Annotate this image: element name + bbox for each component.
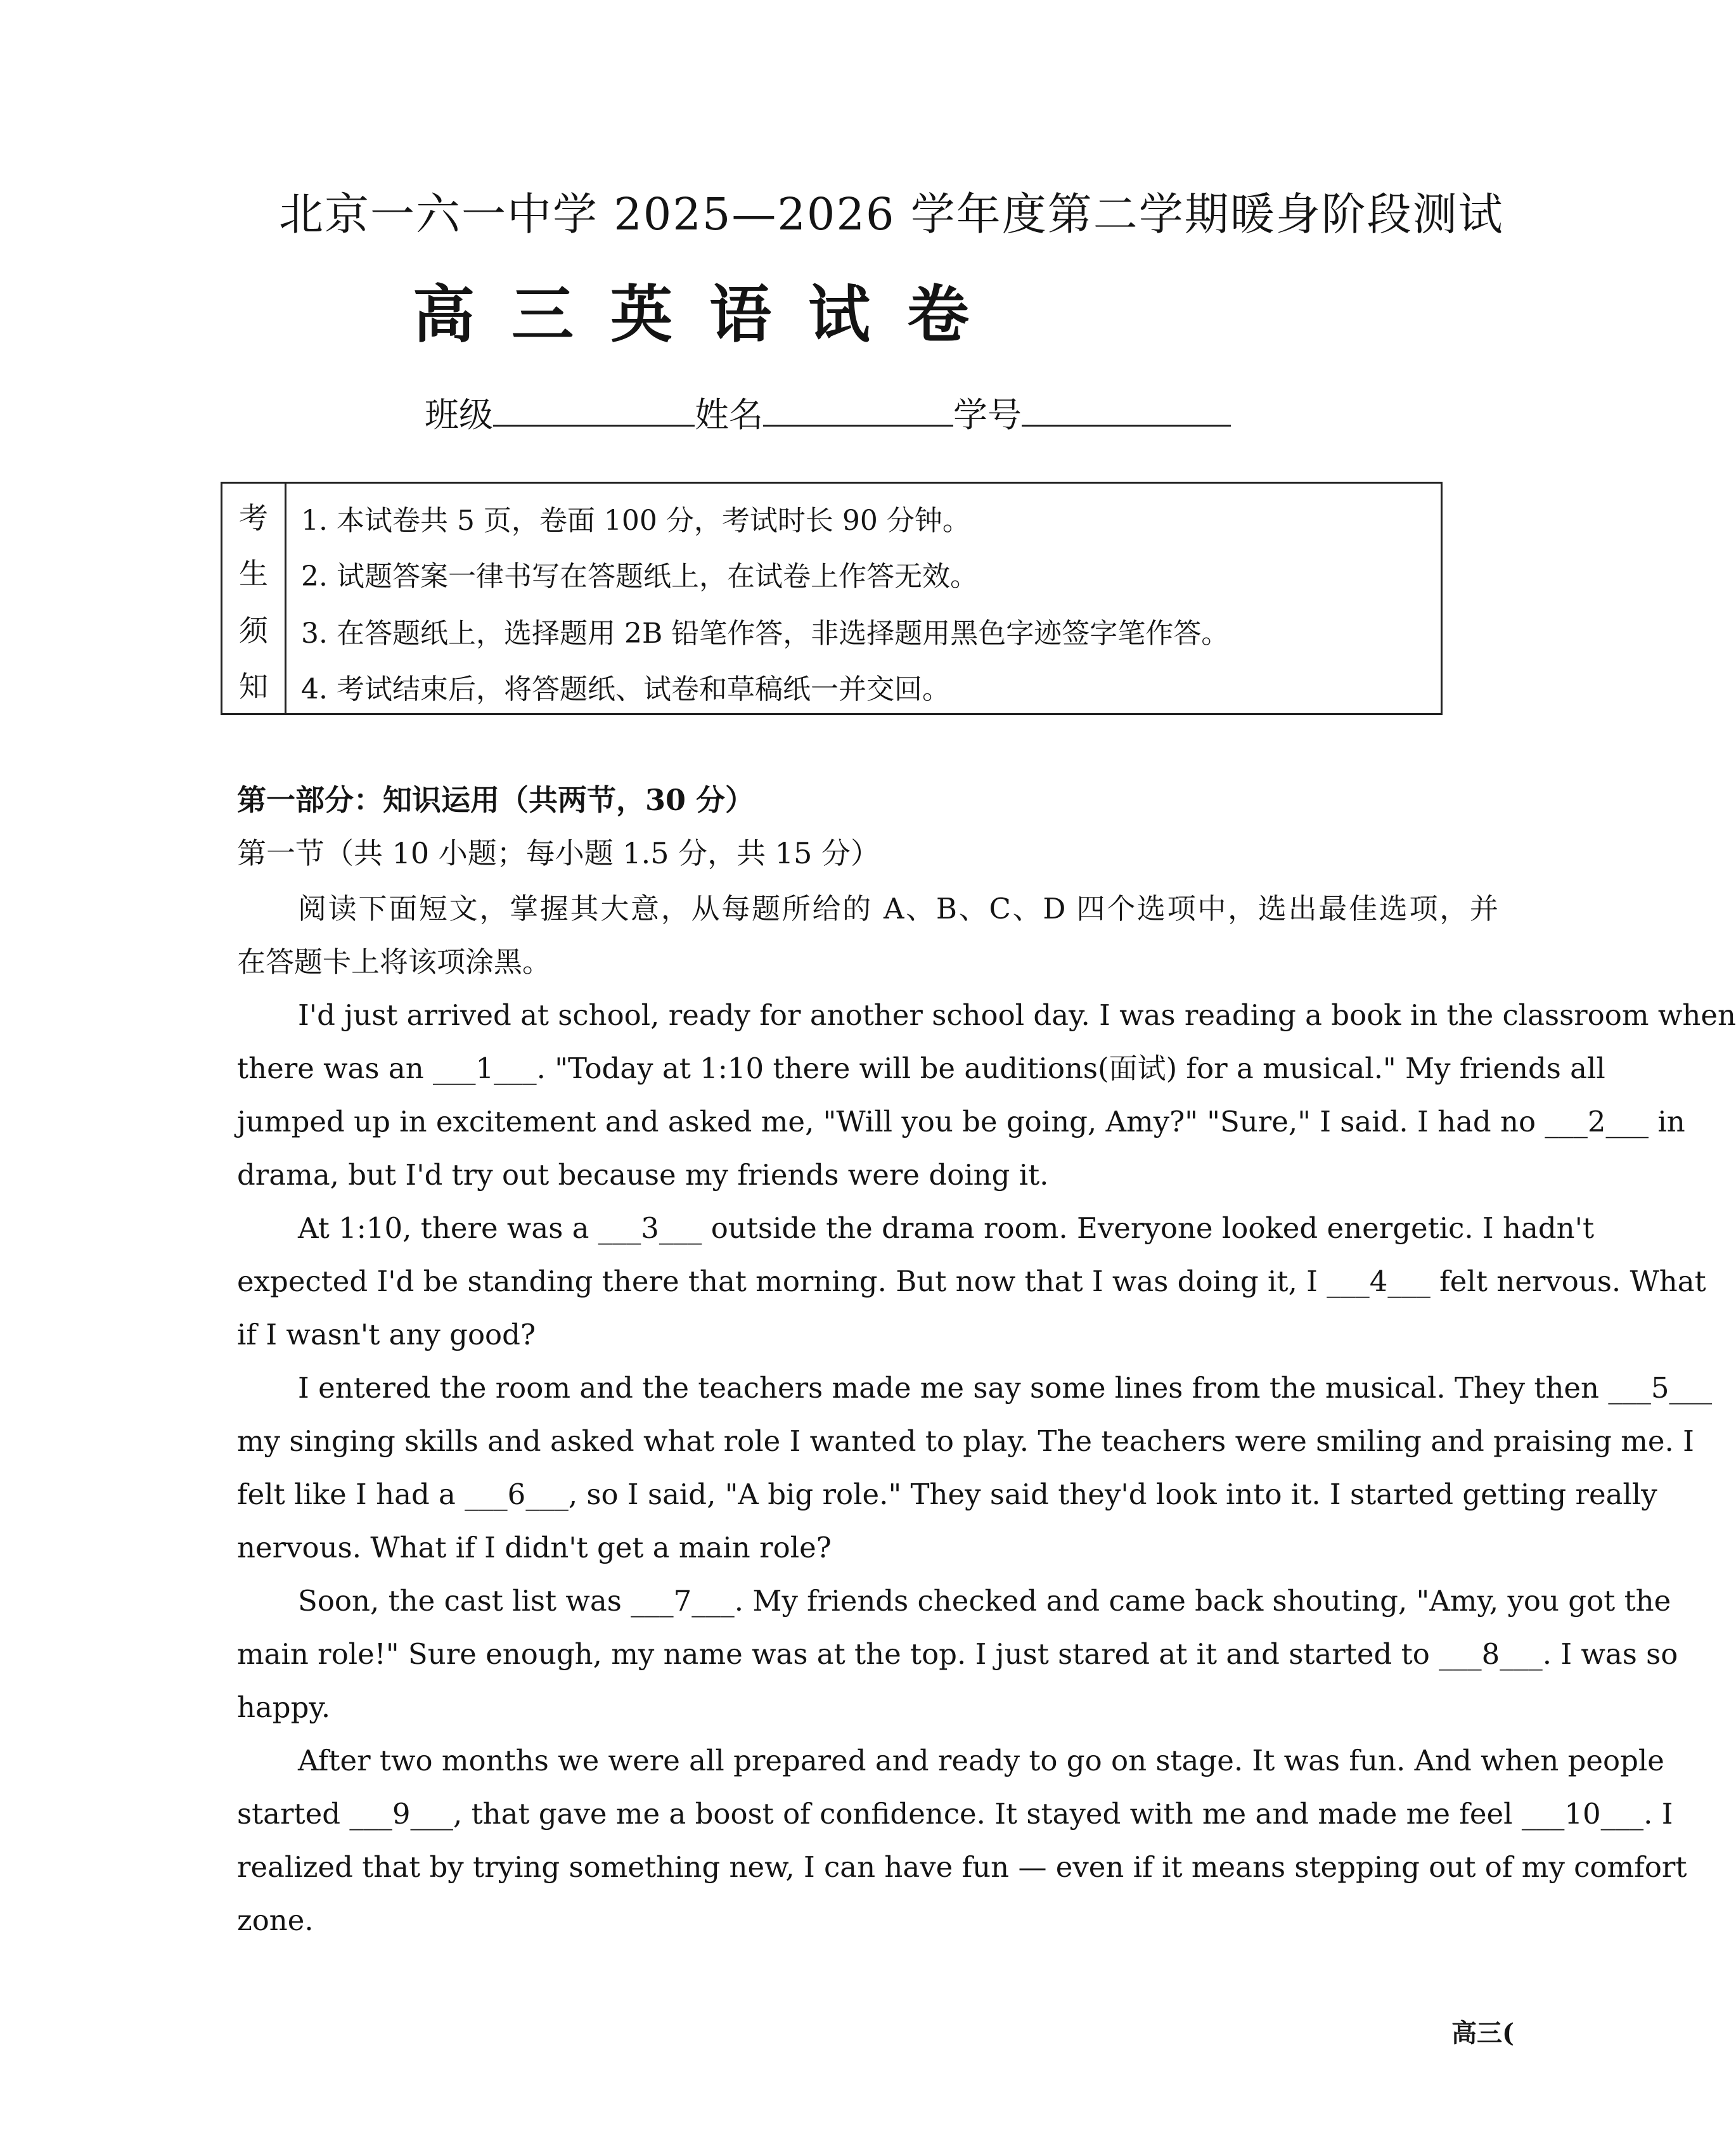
student-info-line [425, 388, 1231, 437]
page-footer-label: 高三( [1451, 2018, 1514, 2048]
passage-line: jumped up in excitement and asked me, "Will you be going, Amy?" "Sure," I said. I had no ___2___ in [237, 1105, 1685, 1138]
name-label: 姓名 [695, 395, 763, 435]
passage-line: felt like I had a ___6___, so I said, "A big role." They said they'd look into it. I started getting really [237, 1478, 1657, 1511]
notice-side-char: 须 [239, 614, 268, 648]
passage-line: At 1:10, there was a ___3___ outside the drama room. Everyone looked energetic. I hadn't [298, 1211, 1595, 1245]
instruction-line: 阅读下面短文，掌握其大意，从每题所给的 A、B、C、D 四个选项中，选出最佳选项，并 [298, 892, 1498, 925]
instructions [237, 882, 1498, 989]
passage-line: realized that by trying something new, I can have fun — even if it means stepping out of my comfort [237, 1850, 1687, 1884]
passage-line: zone. [237, 1903, 314, 1937]
notice-rule: 3. 在答题纸上，选择题用 2B 铅笔作答，非选择题用黑色字迹签字笔作答。 [301, 617, 1230, 650]
passage-paragraph [237, 1575, 1678, 1734]
passage-paragraph [237, 1202, 1706, 1362]
passage-line: Soon, the cast list was ___7___. My friends checked and came back shouting, "Amy, you got the [298, 1584, 1671, 1618]
passage-line: After two months we were all prepared and ready to go on stage. It was fun. And when people [298, 1744, 1664, 1777]
passage-line: I'd just arrived at school, ready for another school day. I was reading a book in the classroom when [298, 998, 1736, 1032]
passage-line: started ___9___, that gave me a boost of confidence. It stayed with me and made me feel ___10___. I [237, 1797, 1673, 1831]
name-blank[interactable] [763, 396, 953, 427]
passage-line: there was an ___1___. "Today at 1:10 there will be auditions(面试) for a musical." My friends all [237, 1052, 1605, 1085]
notice-rule: 1. 本试卷共 5 页，卷面 100 分，考试时长 90 分钟。 [301, 505, 970, 537]
passage [237, 989, 1736, 1947]
passage-line: I entered the room and the teachers made me say some lines from the musical. They then ___5___ [298, 1371, 1712, 1405]
id-label: 学号 [953, 395, 1022, 435]
notice-side-char: 考 [239, 501, 268, 535]
id-blank[interactable] [1022, 396, 1231, 427]
passage-paragraph [237, 1734, 1687, 1947]
passage-line: nervous. What if I didn't get a main role? [237, 1531, 832, 1564]
class-blank[interactable] [493, 396, 695, 427]
passage-line: drama, but I'd try out because my friends were doing it. [237, 1158, 1049, 1192]
passage-line: main role!" Sure enough, my name was at the top. I just stared at it and started to ___8___. I was so [237, 1637, 1678, 1671]
part-heading: 第一部分：知识运用（共两节，30 分） [237, 783, 755, 817]
notice-rule: 2. 试题答案一律书写在答题纸上，在试卷上作答无效。 [301, 560, 978, 593]
passage-line: happy. [237, 1691, 331, 1724]
passage-line: my singing skills and asked what role I wanted to play. The teachers were smiling and praising me. I [237, 1424, 1694, 1458]
instruction-line: 在答题卡上将该项涂黑。 [237, 945, 551, 979]
notice-side-label [222, 484, 286, 713]
passage-line: if I wasn't any good? [237, 1318, 536, 1351]
school-title: 北京一六一中学 2025—2026 学年度第二学期暖身阶段测试 [279, 188, 1504, 240]
passage-paragraph [237, 1362, 1712, 1575]
section-heading: 第一节（共 10 小题；每小题 1.5 分，共 15 分） [237, 836, 880, 870]
paper-title: 高三英语试卷 [412, 278, 1006, 351]
passage-line: expected I'd be standing there that morning. But now that I was doing it, I ___4___ felt nervous. What [237, 1265, 1706, 1298]
notice-rule: 4. 考试结束后，将答题纸、试卷和草稿纸一并交回。 [301, 673, 950, 705]
class-label: 班级 [425, 395, 493, 435]
exam-notice-box [221, 482, 1443, 715]
passage-paragraph [237, 989, 1736, 1202]
notice-side-char: 生 [239, 557, 268, 591]
notice-side-char: 知 [239, 669, 268, 704]
